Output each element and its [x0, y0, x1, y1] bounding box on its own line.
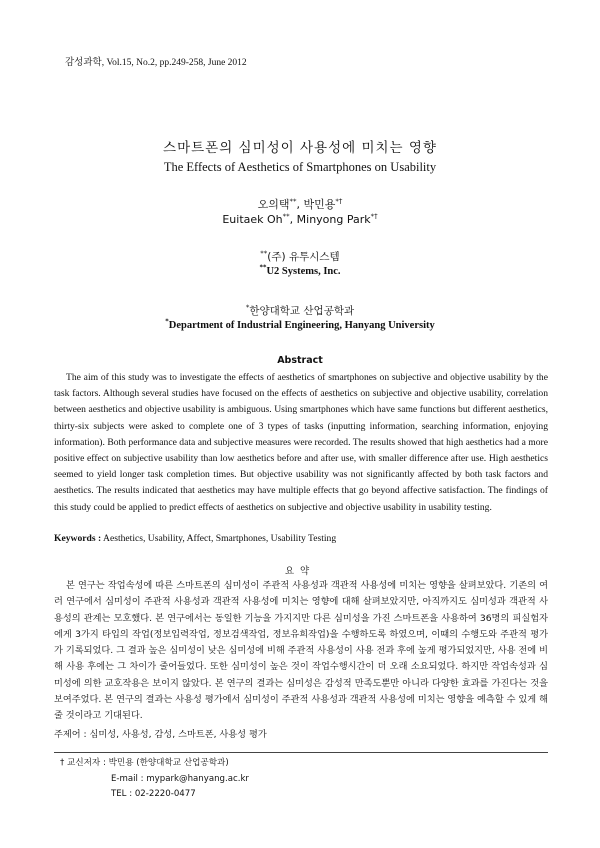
author-2-name-en: Minyong Park [296, 213, 371, 226]
affiliation-1-name-korean: (주) 유투시스템 [267, 251, 340, 263]
abstract-heading: Abstract [277, 355, 323, 366]
summary-heading: 요약 [284, 566, 316, 577]
affiliation-1-mark: ** [260, 249, 268, 258]
author-2-name: 박민용 [303, 198, 336, 211]
journal-volume-info: , Vol.15, No.2, pp.249-258, June 2012 [101, 58, 247, 68]
affiliation-1-english [0, 263, 600, 277]
korean-keywords: 주제어 : 심미성, 사용성, 감성, 스마트폰, 사용성 평가 [54, 729, 267, 740]
affiliation-2-mark-en: * [165, 317, 169, 326]
affiliation-1-name-english: U2 Systems, Inc. [266, 266, 341, 277]
affiliation-2-korean [0, 303, 600, 318]
keywords-line [54, 531, 548, 547]
footnote-divider [54, 752, 548, 753]
corresponding-email: E-mail : mypark@hanyang.ac.kr [111, 773, 249, 784]
keywords-label: Keywords : [54, 533, 102, 544]
journal-name-korean: 감성과학 [65, 57, 102, 68]
journal-citation [65, 54, 247, 68]
author-1-name-en: Euitaek Oh [222, 213, 283, 226]
authors-english [0, 213, 600, 226]
correspondence-footnote [60, 756, 249, 803]
affiliation-2-mark: * [245, 303, 250, 312]
abstract-body: The aim of this study was to investigate the effects of aesthetics of smartphones on subjective and objective usability by the task factors. Although several studies have focused on the effects of aesthetics on subjective and objective usability, correlation between aesthetics and objective usability is ambiguous. Using smartphones which have same functions but different aesthetics, thirty-six subjects were asked to complete one of 3 types of tasks (inputting information, searching information, enjoying information). Both performance data and subjective measures were recorded. The results showed that high aesthetics had a more positive effect on subjective usability than low aesthetics before and after use, with smaller difference after use. High aesthetics seemed to yield longer task completion times. But objective usability was not significantly affected by both task factors and aesthetics. The results indicated that aesthetics may have multiple effects that go beyond affective satisfaction. The findings of this study could be applied to predict effects of aesthetics on subjective and objective usability in usability testing. [54, 372, 548, 513]
author-2-mark: *† [335, 197, 343, 206]
title-english: The Effects of Aesthetics of Smartphones on Usability [163, 160, 437, 174]
affiliation-1-mark-en: ** [259, 263, 267, 272]
corresponding-author: † 교신저자 : 박민용 (한양대학교 산업공학과) [60, 758, 229, 768]
keywords-text: Aesthetics, Usability, Affect, Smartphones, Usability Testing [101, 533, 337, 544]
author-1-mark: ** [289, 197, 297, 206]
affiliation-2-name-korean: 한양대학교 산업공학과 [249, 305, 355, 317]
affiliation-2-name-english: Department of Industrial Engineering, Hanyang University [168, 320, 435, 331]
author-1-mark-en: ** [282, 212, 290, 221]
author-1-name: 오의택 [257, 198, 290, 211]
corresponding-tel: TEL : 02-2220-0477 [111, 789, 196, 799]
affiliation-2-english [0, 317, 600, 331]
author-separator: , [296, 198, 304, 211]
title-korean: 스마트폰의 심미성이 사용성에 미치는 영향 [163, 140, 437, 156]
author-separator-en: , [289, 213, 297, 226]
author-2-mark-en: *† [370, 212, 378, 221]
summary-body: 본 연구는 작업속성에 따른 스마트폰의 심미성이 주관적 사용성과 객관적 사용성에 미치는 영향을 살펴보았다. 기존의 여러 연구에서 심미성이 주관적 사용성과 객관적 사용성에 미치는 영향에 대해 살펴보았지만, 아직까지도 심미성과 객관적 사용성의 관계는 모호했다. 본 연구에서는 동일한 기능을 가지지만 다른 심미성을 가진 스마트폰을 사용하여 36명의 피실험자에게 3가지 타입의 작업(정보입력작업, 정보검색작업, 정보유희작업)을 수행하도록 하였으며, 이때의 수행도와 주관적 평가가 기록되었다. 그 결과 높은 심미성이 낮은 심미성에 비해 주관적 사용성이 사용 전과 후에 높게 평가되었지만, 사용 전에 비해 사용 후에는 그 차이가 줄어들었다. 또한 심미성이 높은 것이 작업수행시간이 더 오래 소요되었다. 하지만 작업속성과 심미성에 의한 교호작용은 보이지 않았다. 본 연구의 결과는 심미성은 감성적 만족도뿐만 아니라 다양한 효과를 가진다는 것을 보여주었다. 본 연구의 결과는 사용성 평가에서 심미성이 주관적 사용성과 객관적 사용성에 미치는 영향을 예측할 수 있게 해줄 것이라고 기대된다. [54, 580, 548, 722]
affiliation-1-korean [0, 249, 600, 264]
authors-korean [0, 196, 600, 212]
